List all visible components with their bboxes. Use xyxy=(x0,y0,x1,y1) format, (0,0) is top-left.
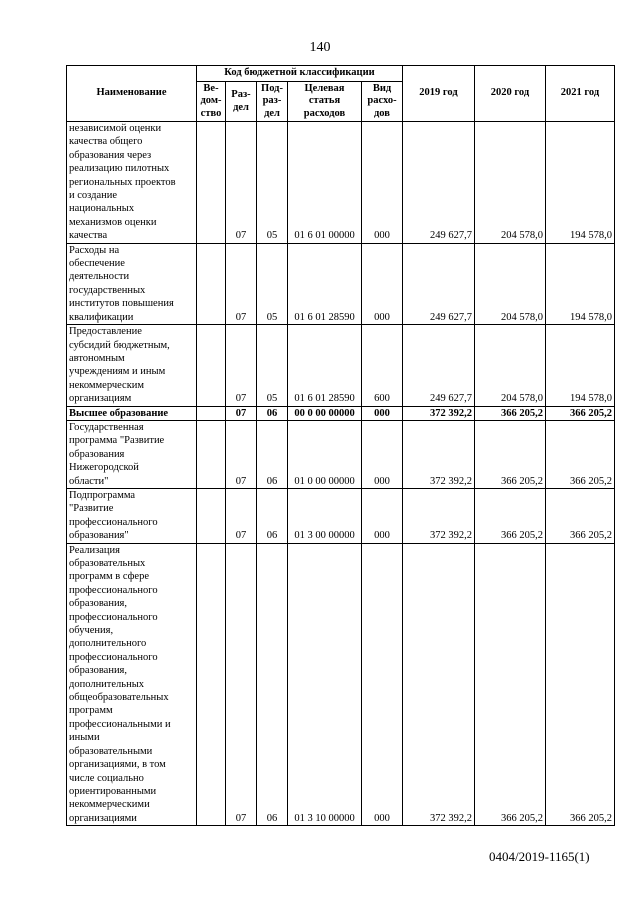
cell-2020: 204 578,0 xyxy=(475,243,546,324)
cell-razdel: 07 xyxy=(226,243,257,324)
cell-2021: 366 205,2 xyxy=(546,420,615,488)
cell-2019: 249 627,7 xyxy=(403,243,475,324)
cell-2019: 372 392,2 xyxy=(403,406,475,420)
cell-2021: 194 578,0 xyxy=(546,243,615,324)
cell-ved xyxy=(197,122,226,244)
header-2019: 2019 год xyxy=(403,66,475,122)
header-target-article: Целевая статья расходов xyxy=(288,82,362,122)
cell-ved xyxy=(197,325,226,406)
cell-name: независимой оценки качества общего образования через реализацию пилотных региональных проектов и создание национальных механизмов оценки качества xyxy=(67,122,197,244)
cell-podrazdel: 06 xyxy=(257,543,288,826)
cell-2020: 366 205,2 xyxy=(475,543,546,826)
cell-ved xyxy=(197,243,226,324)
cell-podrazdel: 05 xyxy=(257,243,288,324)
cell-razdel: 07 xyxy=(226,122,257,244)
header-classification-group: Код бюджетной классификации xyxy=(197,66,403,82)
cell-razdel: 07 xyxy=(226,488,257,543)
cell-expense-type: 600 xyxy=(362,325,403,406)
cell-2019: 249 627,7 xyxy=(403,325,475,406)
header-ved: Ве- дом- ство xyxy=(197,82,226,122)
table-row xyxy=(67,122,615,244)
cell-expense-type: 000 xyxy=(362,420,403,488)
cell-podrazdel: 06 xyxy=(257,406,288,420)
cell-name: Предоставление субсидий бюджетным, автономным учреждениям и иным некоммерческим организациям xyxy=(67,325,197,406)
cell-ved xyxy=(197,420,226,488)
cell-podrazdel: 06 xyxy=(257,420,288,488)
cell-name: Высшее образование xyxy=(67,406,197,420)
cell-name: Расходы на обеспечение деятельности государственных институтов повышения квалификации xyxy=(67,243,197,324)
table-row xyxy=(67,543,615,826)
table-row xyxy=(67,488,615,543)
table-row xyxy=(67,406,615,420)
cell-target-article: 00 0 00 00000 xyxy=(288,406,362,420)
cell-expense-type: 000 xyxy=(362,122,403,244)
cell-target-article: 01 6 01 00000 xyxy=(288,122,362,244)
cell-2019: 249 627,7 xyxy=(403,122,475,244)
cell-target-article: 01 6 01 28590 xyxy=(288,325,362,406)
cell-name: Государственная программа "Развитие образования Нижегородской области" xyxy=(67,420,197,488)
cell-target-article: 01 3 10 00000 xyxy=(288,543,362,826)
cell-podrazdel: 05 xyxy=(257,325,288,406)
cell-razdel: 07 xyxy=(226,543,257,826)
cell-expense-type: 000 xyxy=(362,243,403,324)
header-razdel: Раз- дел xyxy=(226,82,257,122)
document-code: 0404/2019-1165(1) xyxy=(489,849,590,864)
page-number: 140 xyxy=(309,40,331,55)
cell-2020: 366 205,2 xyxy=(475,488,546,543)
cell-razdel: 07 xyxy=(226,420,257,488)
cell-2020: 204 578,0 xyxy=(475,325,546,406)
cell-2021: 366 205,2 xyxy=(546,488,615,543)
cell-podrazdel: 05 xyxy=(257,122,288,244)
cell-target-article: 01 3 00 00000 xyxy=(288,488,362,543)
header-2021: 2021 год xyxy=(546,66,615,122)
cell-2021: 194 578,0 xyxy=(546,122,615,244)
cell-target-article: 01 0 00 00000 xyxy=(288,420,362,488)
cell-ved xyxy=(197,543,226,826)
cell-name: Реализация образовательных программ в сфере профессионального образования, профессионального обучения, дополнительного профессионального образования, дополнительных общеобразовательных программ профессиональными и иными образовательными организациями, в том числе социально ориентированными некоммерческими организациями xyxy=(67,543,197,826)
cell-expense-type: 000 xyxy=(362,543,403,826)
cell-name: Подпрограмма "Развитие профессионального образования" xyxy=(67,488,197,543)
cell-podrazdel: 06 xyxy=(257,488,288,543)
cell-2019: 372 392,2 xyxy=(403,420,475,488)
header-expense-type: Вид расхо- дов xyxy=(362,82,403,122)
cell-target-article: 01 6 01 28590 xyxy=(288,243,362,324)
cell-expense-type: 000 xyxy=(362,406,403,420)
header-2020: 2020 год xyxy=(475,66,546,122)
header-podrazdel: Под- раз- дел xyxy=(257,82,288,122)
cell-2019: 372 392,2 xyxy=(403,488,475,543)
cell-ved xyxy=(197,406,226,420)
cell-razdel: 07 xyxy=(226,406,257,420)
cell-2019: 372 392,2 xyxy=(403,543,475,826)
cell-2021: 366 205,2 xyxy=(546,406,615,420)
table-row xyxy=(67,325,615,406)
cell-ved xyxy=(197,488,226,543)
cell-2020: 366 205,2 xyxy=(475,406,546,420)
cell-expense-type: 000 xyxy=(362,488,403,543)
cell-razdel: 07 xyxy=(226,325,257,406)
cell-2020: 366 205,2 xyxy=(475,420,546,488)
cell-2020: 204 578,0 xyxy=(475,122,546,244)
table-row xyxy=(67,243,615,324)
cell-2021: 366 205,2 xyxy=(546,543,615,826)
budget-table xyxy=(66,65,615,826)
table-row xyxy=(67,420,615,488)
header-name: Наименование xyxy=(67,66,197,122)
cell-2021: 194 578,0 xyxy=(546,325,615,406)
